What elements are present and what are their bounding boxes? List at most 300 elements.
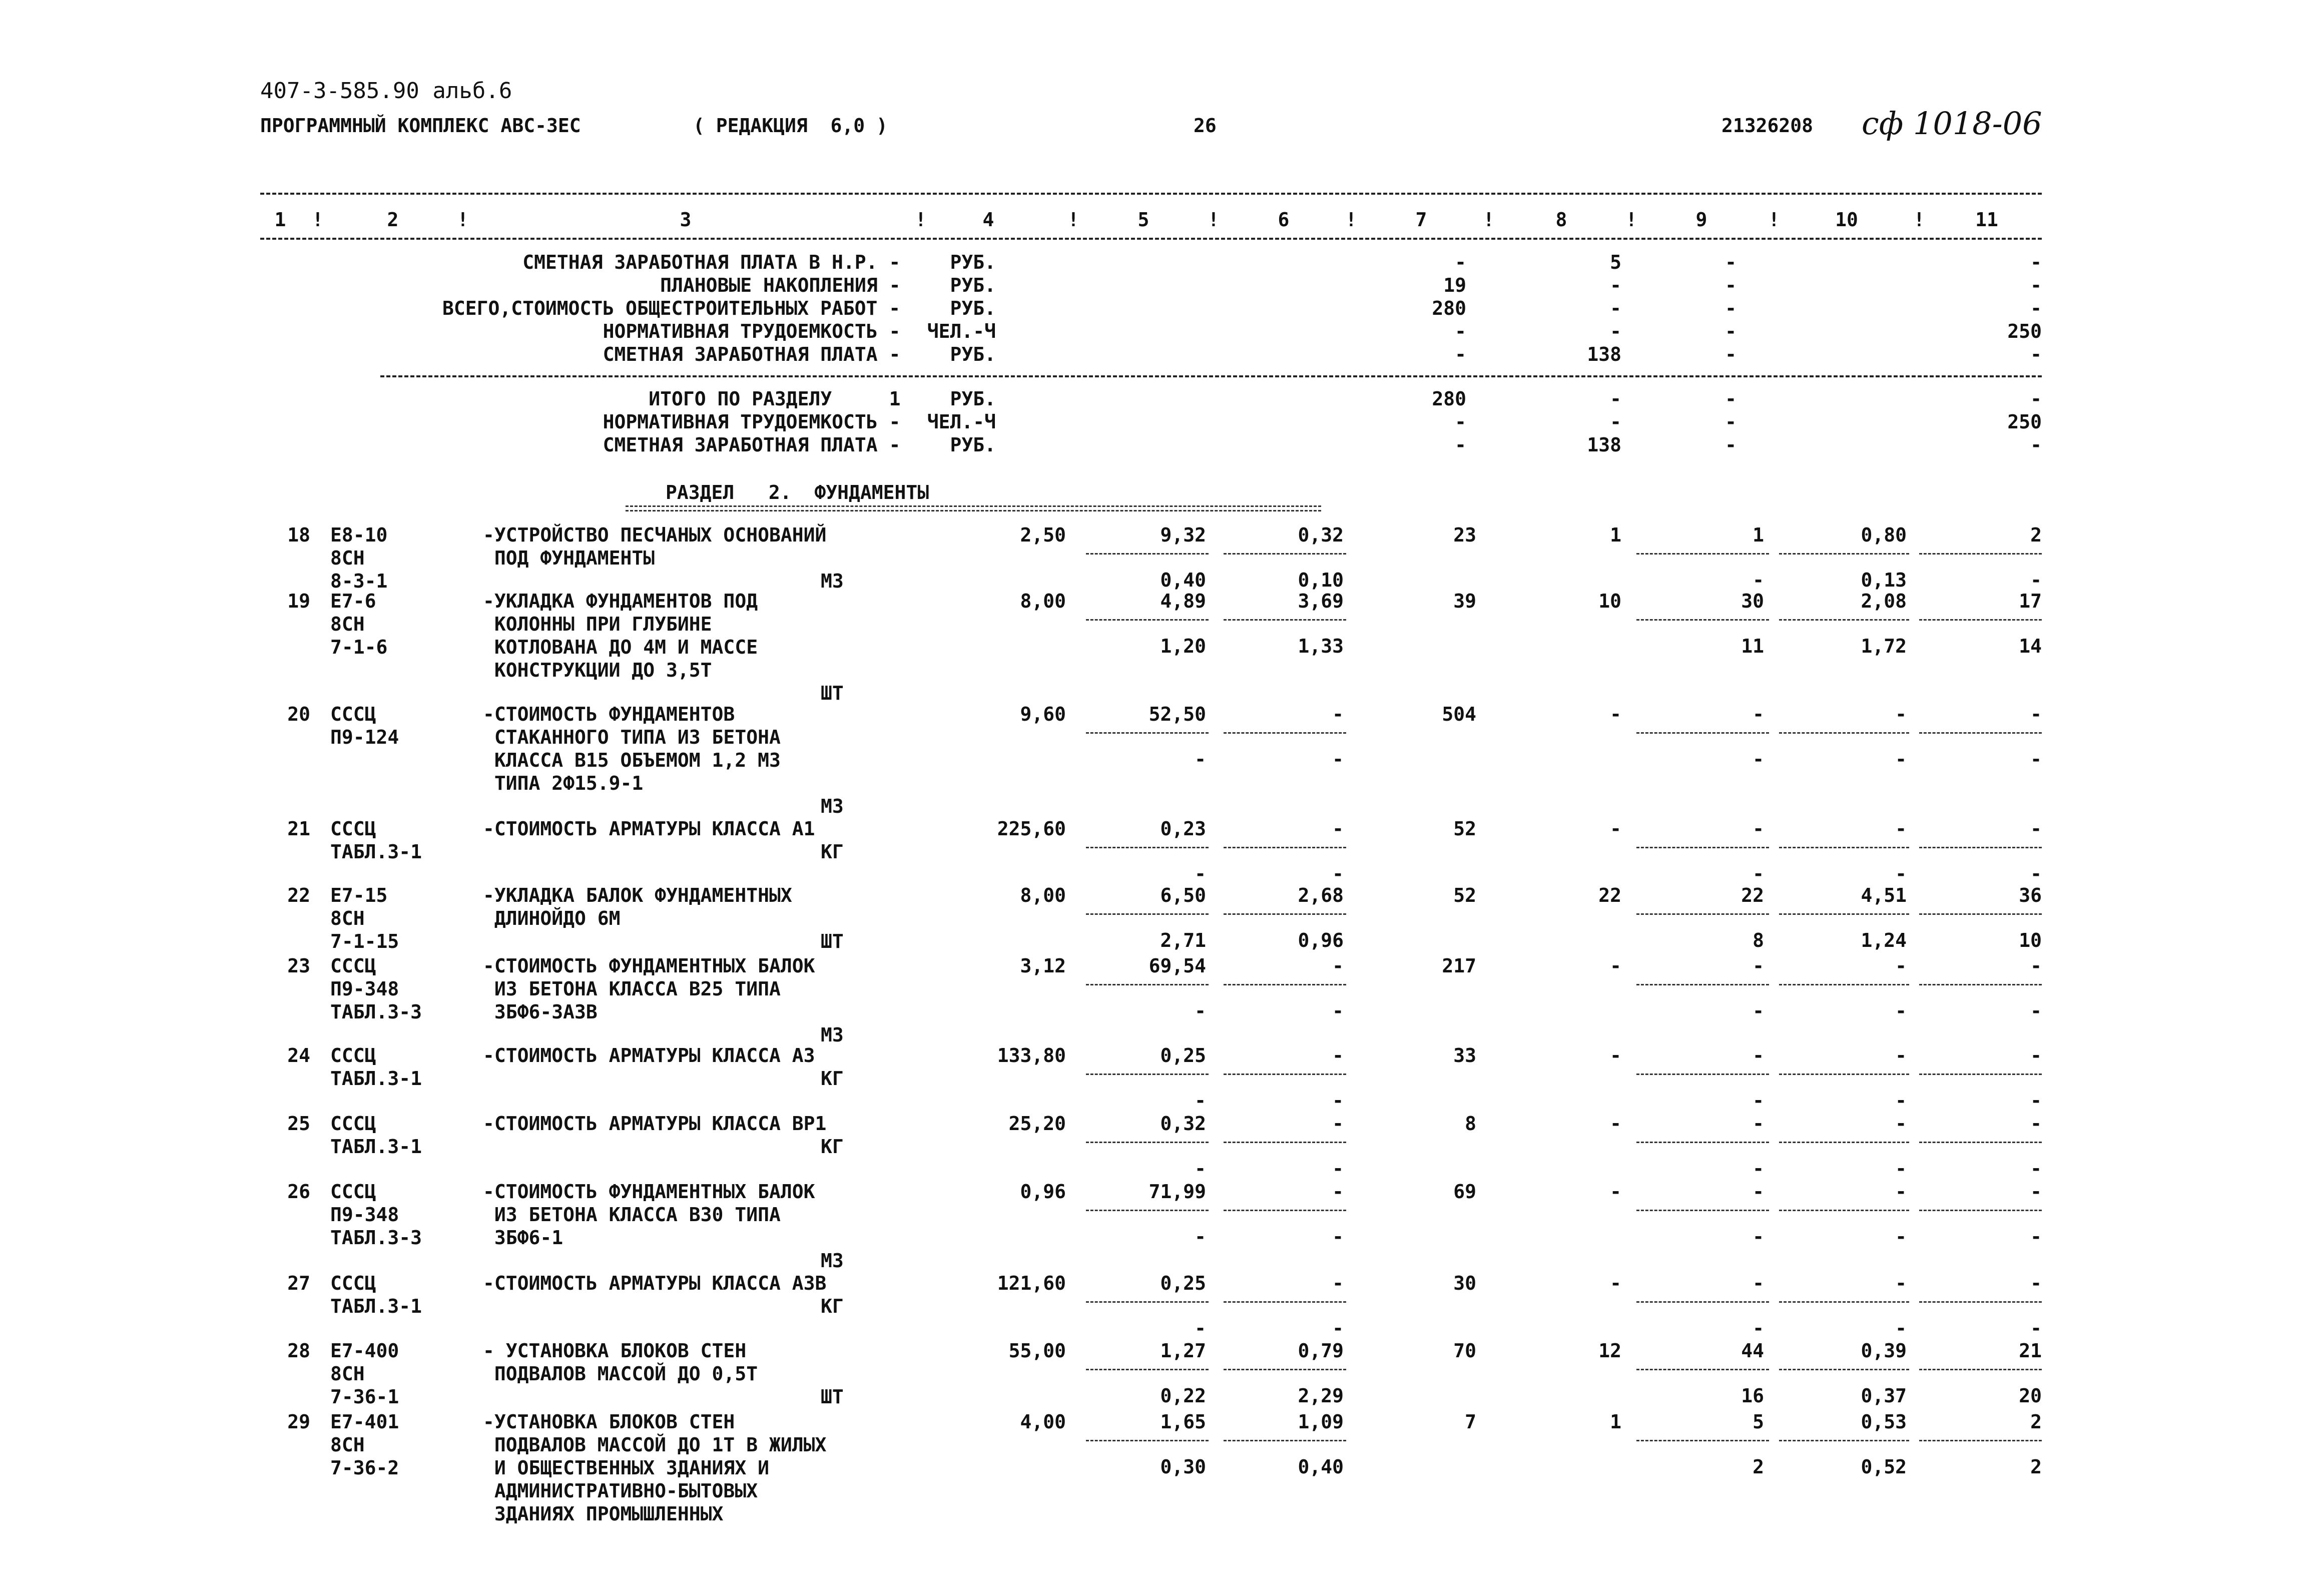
item-underline (1086, 1210, 1209, 1211)
item-code: Е7-401 (330, 1411, 399, 1433)
summary-col7: - (1455, 411, 1466, 433)
item-c5: 6,50 (1160, 884, 1206, 906)
summary-col11: 250 (2007, 320, 2042, 342)
page-number: 26 (1194, 115, 1217, 137)
item-code: Е7-400 (330, 1340, 399, 1362)
item-underline (1636, 984, 1769, 985)
item-underline (1919, 619, 2042, 621)
item-c7: 7 (1465, 1411, 1476, 1433)
item-underline (1086, 732, 1209, 734)
item-underline (1919, 732, 2042, 734)
item-code: СССЦ (330, 1113, 376, 1135)
item-code: ТАБЛ.3-1 (330, 1295, 422, 1317)
item-description: -УКЛАДКА БАЛОК ФУНДАМЕНТНЫХ (483, 884, 792, 906)
item-c11-second: - (2030, 1226, 2042, 1248)
item-underline (1086, 1369, 1209, 1370)
item-code: ТАБЛ.3-1 (330, 1068, 422, 1090)
item-description: 3БФ6-3А3В (483, 1001, 598, 1023)
item-c7: 52 (1453, 818, 1476, 840)
item-underline (1086, 984, 1209, 985)
item-underline (1086, 619, 1209, 621)
summary-col8: 138 (1587, 434, 1621, 456)
item-underline (1086, 553, 1209, 555)
item-c10-second: 0,13 (1861, 569, 1907, 591)
summary-col7: - (1455, 343, 1466, 365)
item-c11-second: - (2030, 1000, 2042, 1022)
item-c7: 217 (1442, 955, 1476, 977)
item-underline (1636, 1210, 1769, 1211)
item-description: ПОДВАЛОВ МАССОЙ ДО 0,5Т (483, 1363, 758, 1385)
item-c10: - (1895, 1044, 1907, 1067)
item-underline (1919, 1301, 2042, 1303)
item-underline (1086, 1074, 1209, 1075)
item-code: СССЦ (330, 1044, 376, 1067)
item-c6: - (1332, 955, 1344, 977)
item-c6-second: - (1332, 1090, 1344, 1112)
item-c10: 4,51 (1861, 884, 1907, 906)
item-underline (1224, 732, 1346, 734)
column-separator: ! (1208, 209, 1220, 231)
item-c5-second: 0,22 (1160, 1385, 1206, 1407)
item-c8: 10 (1598, 590, 1621, 612)
item-c4: 8,00 (1020, 590, 1066, 612)
item-underline (1086, 1440, 1209, 1441)
item-c10-second: 1,72 (1861, 635, 1907, 657)
item-underline (1779, 984, 1909, 985)
item-underline (1636, 1440, 1769, 1441)
handwritten-stamp: сф 1018-06 (1862, 105, 2042, 142)
item-c5-second: - (1195, 1158, 1206, 1180)
item-unit: ШТ (821, 930, 844, 952)
item-c9: 44 (1741, 1340, 1764, 1362)
item-description: -СТОИМОСТЬ АРМАТУРЫ КЛАССА А1 (483, 818, 815, 840)
item-underline (1636, 847, 1769, 848)
item-number: 18 (287, 524, 310, 546)
document-reference: 407-3-585.90 альб.6 (260, 78, 512, 104)
item-c9-second: 16 (1741, 1385, 1764, 1407)
item-c11: - (2030, 1272, 2042, 1294)
item-c6-second: 0,10 (1298, 569, 1344, 591)
item-underline (1224, 1301, 1346, 1303)
item-underline (1919, 1210, 2042, 1211)
item-c8: - (1610, 1113, 1621, 1135)
item-c11: - (2030, 703, 2042, 725)
item-code: 8СН (330, 907, 365, 929)
item-underline (1636, 619, 1769, 621)
column-separator: ! (1625, 209, 1637, 231)
item-c10-second: 1,24 (1861, 929, 1907, 951)
column-separator: ! (457, 209, 469, 231)
column-separator: ! (1483, 209, 1495, 231)
item-c11-second: - (2030, 748, 2042, 770)
item-description: -СТОИМОСТЬ ФУНДАМЕНТНЫХ БАЛОК (483, 1181, 815, 1203)
item-underline (1919, 847, 2042, 848)
item-c6-second: - (1332, 1158, 1344, 1180)
item-code: 8СН (330, 1363, 365, 1385)
item-c5: 9,32 (1160, 524, 1206, 546)
summary-unit: ЧЕЛ.-Ч (927, 320, 996, 342)
item-c5: 1,27 (1160, 1340, 1206, 1362)
column-header-6: 6 (1278, 209, 1290, 231)
item-c7: 33 (1453, 1044, 1476, 1067)
item-code: 8СН (330, 1434, 365, 1456)
item-c7: 504 (1442, 703, 1476, 725)
item-unit: ШТ (821, 1386, 844, 1408)
column-header-1: 1 (274, 209, 286, 231)
item-c9: - (1753, 955, 1764, 977)
summary-col8: 5 (1610, 251, 1621, 273)
item-code: СССЦ (330, 1181, 376, 1203)
summary-col9: - (1725, 343, 1737, 365)
item-c11: - (2030, 1044, 2042, 1067)
item-c8: - (1610, 955, 1621, 977)
item-c9-second: - (1753, 1158, 1764, 1180)
item-underline (1086, 913, 1209, 915)
item-c10: 0,39 (1861, 1340, 1907, 1362)
item-c10-second: - (1895, 1226, 1907, 1248)
item-c9-second: 11 (1741, 635, 1764, 657)
summary-col11: - (2030, 343, 2042, 365)
column-header-10: 10 (1835, 209, 1858, 231)
item-code: ТАБЛ.3-3 (330, 1227, 422, 1249)
item-code: 8-3-1 (330, 570, 388, 592)
item-code: П9-348 (330, 1204, 399, 1226)
item-description: КЛАССА В15 ОБЪЕМОМ 1,2 М3 (483, 749, 781, 771)
item-c5-second: - (1195, 1317, 1206, 1339)
item-c11-second: - (2030, 1317, 2042, 1339)
item-underline (1224, 1074, 1346, 1075)
column-header-7: 7 (1415, 209, 1427, 231)
item-underline (1636, 913, 1769, 915)
item-code: Е8-10 (330, 524, 388, 546)
summary-unit: ЧЕЛ.-Ч (927, 411, 996, 433)
item-c6-second: 0,40 (1298, 1456, 1344, 1478)
item-unit: М3 (821, 1024, 844, 1046)
column-separator: ! (312, 209, 324, 231)
item-c6-second: - (1332, 1226, 1344, 1248)
item-description: АДМИНИСТРАТИВНО-БЫТОВЫХ (483, 1480, 758, 1502)
header-bottom-rule (260, 238, 2042, 240)
item-underline (1224, 1210, 1346, 1211)
item-code: СССЦ (330, 1272, 376, 1294)
item-description: -УКЛАДКА ФУНДАМЕНТОВ ПОД (483, 590, 758, 612)
item-underline (1086, 1301, 1209, 1303)
item-c10-second: - (1895, 748, 1907, 770)
item-c11: 21 (2019, 1340, 2042, 1362)
item-c5-second: 2,71 (1160, 929, 1206, 951)
item-description: - УСТАНОВКА БЛОКОВ СТЕН (483, 1340, 747, 1362)
item-c4: 4,00 (1020, 1411, 1066, 1433)
item-c9-second: 8 (1753, 929, 1764, 951)
summary-col9: - (1725, 320, 1737, 342)
summary-label: ПЛАНОВЫЕ НАКОПЛЕНИЯ - (660, 274, 901, 296)
item-c6-second: 0,96 (1298, 929, 1344, 951)
item-code: 7-36-1 (330, 1386, 399, 1408)
item-underline (1636, 1369, 1769, 1370)
item-c7: 70 (1453, 1340, 1476, 1362)
item-underline (1779, 1369, 1909, 1370)
summary-col11: - (2030, 434, 2042, 456)
item-c7: 39 (1453, 590, 1476, 612)
item-description: КОНСТРУКЦИИ ДО 3,5Т (483, 659, 712, 681)
item-c5-second: - (1195, 1090, 1206, 1112)
item-c5-second: 0,30 (1160, 1456, 1206, 1478)
item-c8: - (1610, 1044, 1621, 1067)
summary-col11: - (2030, 297, 2042, 319)
item-number: 23 (287, 955, 310, 977)
item-underline (1224, 553, 1346, 555)
summary-label: СМЕТНАЯ ЗАРАБОТНАЯ ПЛАТА - (603, 343, 901, 365)
item-unit: М3 (821, 795, 844, 817)
item-c11-second: - (2030, 863, 2042, 885)
item-c11-second: - (2030, 1090, 2042, 1112)
item-code: 7-1-15 (330, 930, 399, 952)
item-c8: 12 (1598, 1340, 1621, 1362)
item-c8: - (1610, 818, 1621, 840)
item-c5: 1,65 (1160, 1411, 1206, 1433)
summary-col8: - (1610, 274, 1621, 296)
item-description: ИЗ БЕТОНА КЛАССА В25 ТИПА (483, 978, 781, 1000)
item-c6: - (1332, 703, 1344, 725)
item-code: СССЦ (330, 818, 376, 840)
summary-col9: - (1725, 434, 1737, 456)
item-c10: - (1895, 955, 1907, 977)
item-c9-second: - (1753, 863, 1764, 885)
summary-col9: - (1725, 251, 1737, 273)
item-unit: КГ (821, 1136, 844, 1158)
item-code: 8СН (330, 547, 365, 569)
item-c9: 1 (1753, 524, 1764, 546)
item-c4: 25,20 (1008, 1113, 1066, 1135)
item-underline (1779, 1142, 1909, 1143)
column-header-3: 3 (680, 209, 692, 231)
item-underline (1779, 1074, 1909, 1075)
item-c10: 2,08 (1861, 590, 1907, 612)
item-c8: 22 (1598, 884, 1621, 906)
item-description: -СТОИМОСТЬ АРМАТУРЫ КЛАССА А3 (483, 1044, 815, 1067)
column-header-2: 2 (387, 209, 399, 231)
item-code: ТАБЛ.3-3 (330, 1001, 422, 1023)
column-header-9: 9 (1695, 209, 1707, 231)
item-code: П9-348 (330, 978, 399, 1000)
item-c10: - (1895, 1272, 1907, 1294)
item-c6: 3,69 (1298, 590, 1344, 612)
item-c6: - (1332, 1044, 1344, 1067)
item-c9-second: - (1753, 1000, 1764, 1022)
item-underline (1636, 1142, 1769, 1143)
item-c8: 1 (1610, 1411, 1621, 1433)
summary-col7: 280 (1432, 297, 1466, 319)
item-c5: 0,25 (1160, 1272, 1206, 1294)
item-c10: - (1895, 818, 1907, 840)
item-underline (1224, 913, 1346, 915)
item-c11: - (2030, 955, 2042, 977)
item-unit: М3 (821, 570, 844, 592)
item-c5: 4,89 (1160, 590, 1206, 612)
item-c9: 5 (1753, 1411, 1764, 1433)
item-c10: - (1895, 1181, 1907, 1203)
item-description: -СТОИМОСТЬ ФУНДАМЕНТОВ (483, 703, 735, 725)
item-c7: 30 (1453, 1272, 1476, 1294)
item-code: Е7-6 (330, 590, 376, 612)
item-c5: 0,23 (1160, 818, 1206, 840)
item-underline (1779, 732, 1909, 734)
item-underline (1919, 913, 2042, 915)
item-c5-second: - (1195, 863, 1206, 885)
item-number: 28 (287, 1340, 310, 1362)
item-unit: КГ (821, 1295, 844, 1317)
item-description: -СТОИМОСТЬ АРМАТУРЫ КЛАССА А3В (483, 1272, 827, 1294)
summary-col11: - (2030, 274, 2042, 296)
item-c10-second: - (1895, 1317, 1907, 1339)
item-underline (1224, 1142, 1346, 1143)
item-c11-second: - (2030, 569, 2042, 591)
item-number: 29 (287, 1411, 310, 1433)
item-c5: 52,50 (1148, 703, 1206, 725)
item-code: СССЦ (330, 703, 376, 725)
item-unit: М3 (821, 1250, 844, 1272)
item-description: -УСТАНОВКА БЛОКОВ СТЕН (483, 1411, 735, 1433)
item-c6: - (1332, 818, 1344, 840)
item-number: 20 (287, 703, 310, 725)
item-underline (1779, 553, 1909, 555)
summary-separator-rule (380, 375, 2042, 377)
item-underline (1224, 1369, 1346, 1370)
item-underline (1224, 1440, 1346, 1441)
section-title: РАЗДЕЛ 2. ФУНДАМЕНТЫ (666, 481, 929, 503)
item-c5-second: - (1195, 748, 1206, 770)
item-c9-second: - (1753, 1090, 1764, 1112)
item-description: -СТОИМОСТЬ АРМАТУРЫ КЛАССА ВР1 (483, 1113, 827, 1135)
item-c8: - (1610, 1272, 1621, 1294)
item-description: ИЗ БЕТОНА КЛАССА В30 ТИПА (483, 1204, 781, 1226)
item-c6-second: - (1332, 748, 1344, 770)
item-code: ТАБЛ.3-1 (330, 841, 422, 863)
item-c11: - (2030, 1113, 2042, 1135)
item-underline (1779, 619, 1909, 621)
item-c5: 0,32 (1160, 1113, 1206, 1135)
summary-col8: - (1610, 320, 1621, 342)
item-c11: 17 (2019, 590, 2042, 612)
item-description: ДЛИНОЙДО 6М (483, 907, 621, 929)
summary-unit: РУБ. (950, 251, 996, 273)
item-c4: 2,50 (1020, 524, 1066, 546)
item-code: Е7-15 (330, 884, 388, 906)
item-c6: 2,68 (1298, 884, 1344, 906)
item-c9-second: 2 (1753, 1456, 1764, 1478)
item-c4: 9,60 (1020, 703, 1066, 725)
item-c11: - (2030, 1181, 2042, 1203)
column-separator: ! (1345, 209, 1357, 231)
item-c11-second: 14 (2019, 635, 2042, 657)
item-underline (1919, 984, 2042, 985)
item-c6-second: 2,29 (1298, 1385, 1344, 1407)
summary-col8: - (1610, 388, 1621, 410)
item-description: ТИПА 2Ф15.9-1 (483, 772, 644, 794)
item-description: ПОД ФУНДАМЕНТЫ (483, 547, 655, 569)
item-c11: - (2030, 818, 2042, 840)
item-c10: 0,80 (1861, 524, 1907, 546)
item-unit: ШТ (821, 682, 844, 704)
summary-col8: - (1610, 411, 1621, 433)
column-separator: ! (915, 209, 927, 231)
item-c6: - (1332, 1113, 1344, 1135)
item-c5-second: 1,20 (1160, 635, 1206, 657)
summary-col11: - (2030, 251, 2042, 273)
item-description: -УСТРОЙСТВО ПЕСЧАНЫХ ОСНОВАНИЙ (483, 524, 827, 546)
item-c7: 23 (1453, 524, 1476, 546)
column-header-11: 11 (1975, 209, 1998, 231)
summary-col11: 250 (2007, 411, 2042, 433)
item-c9: - (1753, 1272, 1764, 1294)
item-underline (1636, 732, 1769, 734)
item-c7: 69 (1453, 1181, 1476, 1203)
item-underline (1224, 619, 1346, 621)
item-underline (1224, 847, 1346, 848)
item-c8: - (1610, 703, 1621, 725)
summary-label: ИТОГО ПО РАЗДЕЛУ 1 (649, 388, 901, 410)
column-header-5: 5 (1137, 209, 1149, 231)
item-c5-second: 0,40 (1160, 569, 1206, 591)
item-c10-second: 0,52 (1861, 1456, 1907, 1478)
item-c6-second: - (1332, 1317, 1344, 1339)
summary-unit: РУБ. (950, 343, 996, 365)
item-c11-second: 2 (2030, 1456, 2042, 1478)
item-description: КОЛОННЫ ПРИ ГЛУБИНЕ (483, 613, 712, 635)
item-underline (1919, 1074, 2042, 1075)
item-underline (1919, 553, 2042, 555)
item-c4: 121,60 (997, 1272, 1066, 1294)
item-underline (1919, 1440, 2042, 1441)
summary-col8: - (1610, 297, 1621, 319)
item-c10-second: 0,37 (1861, 1385, 1907, 1407)
column-separator: ! (1067, 209, 1079, 231)
item-c11: 2 (2030, 1411, 2042, 1433)
item-underline (1779, 847, 1909, 848)
item-description: -СТОИМОСТЬ ФУНДАМЕНТНЫХ БАЛОК (483, 955, 815, 977)
item-c9: - (1753, 1113, 1764, 1135)
item-c11: 36 (2019, 884, 2042, 906)
item-unit: КГ (821, 1068, 844, 1090)
item-underline (1086, 1142, 1209, 1143)
item-c9-second: - (1753, 1226, 1764, 1248)
summary-label: НОРМАТИВНАЯ ТРУДОЕМКОСТЬ - (603, 320, 901, 342)
item-code: П9-124 (330, 726, 399, 748)
item-underline (1919, 1142, 2042, 1143)
column-separator: ! (1768, 209, 1780, 231)
item-number: 27 (287, 1272, 310, 1294)
item-underline (1636, 1074, 1769, 1075)
summary-col7: - (1455, 434, 1466, 456)
program-edition: ( РЕДАКЦИЯ 6,0 ) (693, 115, 888, 137)
item-c5: 0,25 (1160, 1044, 1206, 1067)
summary-label: НОРМАТИВНАЯ ТРУДОЕМКОСТЬ - (603, 411, 901, 433)
item-unit: КГ (821, 841, 844, 863)
summary-unit: РУБ. (950, 434, 996, 456)
item-c9: - (1753, 1044, 1764, 1067)
item-c8: - (1610, 1181, 1621, 1203)
item-c5-second: - (1195, 1226, 1206, 1248)
item-c6: 0,32 (1298, 524, 1344, 546)
item-c10: - (1895, 1113, 1907, 1135)
summary-col9: - (1725, 297, 1737, 319)
item-number: 22 (287, 884, 310, 906)
document-code: 21326208 (1721, 115, 1814, 137)
item-description: КОТЛОВАНА ДО 4М И МАССЕ (483, 636, 758, 658)
item-code: 7-36-2 (330, 1457, 399, 1479)
item-number: 21 (287, 818, 310, 840)
item-underline (1636, 553, 1769, 555)
